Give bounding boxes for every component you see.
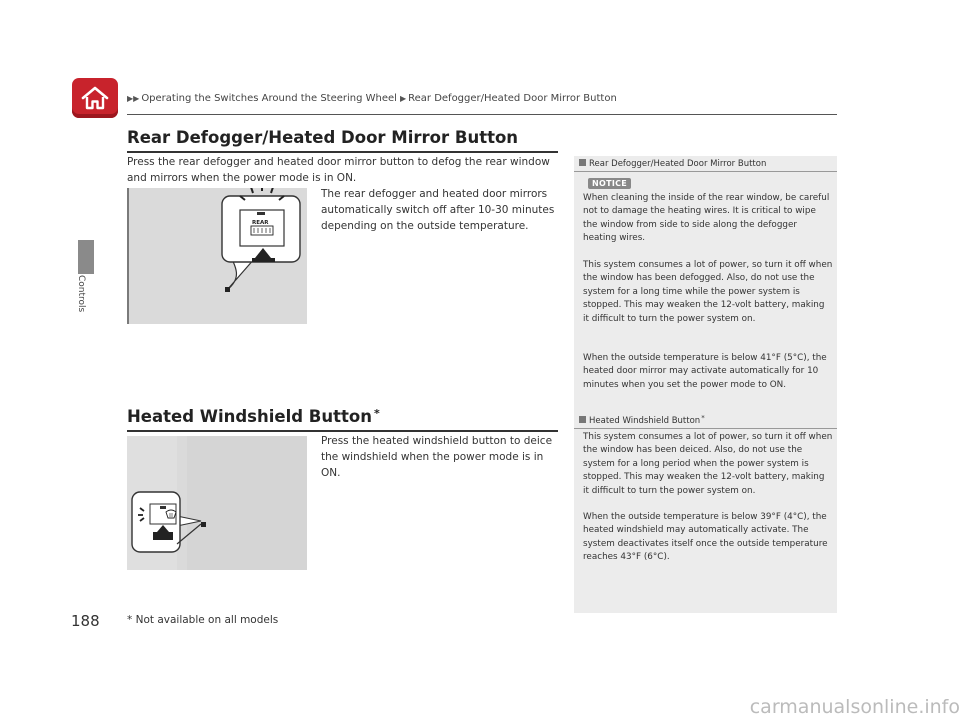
side-tab-marker: [78, 240, 94, 274]
section-title-windshield: [127, 407, 380, 426]
notice-text: When cleaning the inside of the rear window, be careful not to damage the heating wires. It is critical to wipe the window from side to side along the defogger heating wires.: [583, 193, 830, 244]
defogger-button-illustration: [127, 188, 307, 324]
windshield-text: Press the heated windshield button to deice the windshield when the power mode is in ON.: [321, 435, 553, 479]
defogger-button-drawing: [127, 188, 307, 324]
breadcrumb-arrow-icon: ▶: [399, 94, 407, 103]
windshield-button-illustration: [127, 436, 307, 570]
defogger-intro-text: Press the rear defogger and heated door mirror button to defog the rear window and mirrors when the power mode is in ON.: [127, 156, 550, 184]
note-marker-icon: [579, 159, 586, 166]
windshield-temperature-note: When the outside temperature is below 39°F (4°C), the heated windshield may automatically activate. The system deactivates itself once the outside temperature reaches 43°F (6°C).: [583, 512, 828, 563]
note-divider: [574, 171, 837, 172]
notice-badge: NOTICE: [588, 178, 631, 189]
note-title-defogger-text: Rear Defogger/Heated Door Mirror Button: [589, 159, 767, 169]
note-marker-icon: [579, 416, 586, 423]
page-number: 188: [71, 612, 100, 630]
footnote: * Not available on all models: [127, 614, 279, 626]
defogger-power-note: This system consumes a lot of power, so turn it off when the window has been defogged. Also, do not use the system for a long time while the power system is stopped. This may weaken the 12-volt battery, making it difficult to turn the power system on.: [583, 260, 833, 324]
windshield-button-drawing: [127, 436, 307, 570]
home-icon: [80, 85, 110, 111]
windshield-title-text: Heated Windshield Button: [127, 407, 372, 426]
defogger-detail-text: The rear defogger and heated door mirrors automatically switch off after 10-30 minutes depending on the outside temperature.: [321, 188, 555, 232]
note-divider: [574, 428, 837, 429]
rear-button-label: REAR: [252, 220, 269, 226]
defogger-temperature-note: When the outside temperature is below 41°F (5°C), the heated door mirror may activate automatically for 10 minutes when you set the power mode to ON.: [583, 353, 827, 390]
section-title-defogger: Rear Defogger/Heated Door Mirror Button: [127, 128, 519, 147]
breadcrumb-link-switches[interactable]: Operating the Switches Around the Steering Wheel: [141, 93, 397, 104]
watermark: carmanualsonline.info: [749, 696, 960, 718]
breadcrumb-current: Rear Defogger/Heated Door Mirror Button: [408, 93, 617, 104]
section-divider: [127, 151, 558, 153]
section-divider: [127, 430, 558, 432]
windshield-power-note: This system consumes a lot of power, so turn it off when the window has been deiced. Also, do not use the system for a long period when the power system is stopped. This may weaken the 12-volt battery, making it difficult to turn the power system on.: [583, 432, 833, 496]
home-button[interactable]: [72, 78, 118, 118]
breadcrumb-arrow-icon: ▶▶: [127, 94, 140, 103]
note-title-windshield: [579, 414, 705, 426]
footnote-marker: *: [701, 414, 705, 422]
footnote-marker: *: [374, 407, 380, 420]
note-title-windshield-text: Heated Windshield Button: [589, 416, 701, 426]
header-divider: [127, 114, 837, 115]
breadcrumb: [127, 93, 617, 104]
side-tab-label[interactable]: Controls: [76, 275, 86, 313]
note-title-defogger: [579, 159, 766, 169]
